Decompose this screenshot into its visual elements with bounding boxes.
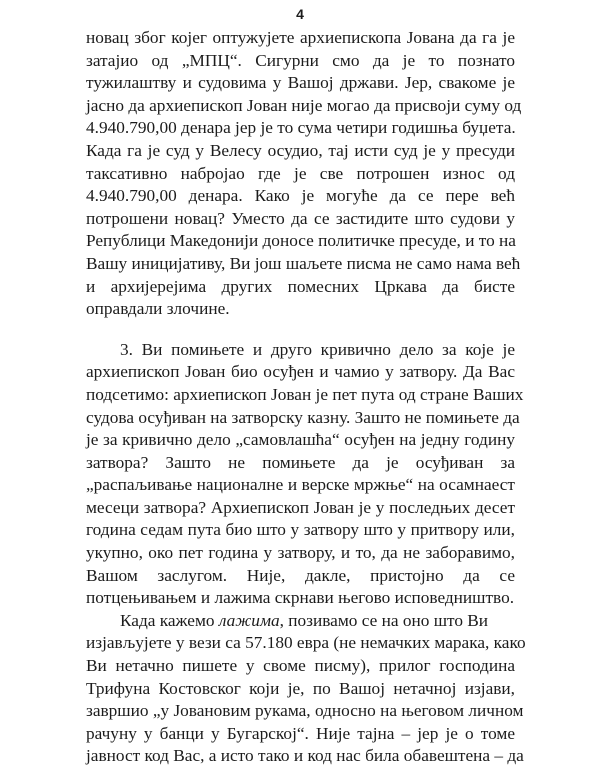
text-segment: , позивамо се на оно што Ви <box>279 610 489 630</box>
document-body <box>86 27 526 768</box>
text-line: подсетимо: архиепископ Јован је пет пута од стране Ваших <box>86 384 524 404</box>
text-line: месеци затвора? Архиепископ Јован је у последњих десет <box>86 497 515 517</box>
text-line: оправдали злочине. <box>86 299 230 319</box>
text-line: 4.940.790,00 денара. Како је могуће да се пере већ <box>86 186 515 206</box>
text-line: завршио „у Јовановим рукама, односно на његовом личном <box>86 701 524 721</box>
text-line: година седам пута био што у затвору што у притвору или, <box>86 520 515 540</box>
text-line: затајио од „МПЦ“. Сигурни смо да је то познато <box>86 50 515 70</box>
text-line: 3. Ви помињете и друго кривично дело за које је <box>120 339 515 359</box>
text-segment: Када кажемо <box>120 610 219 630</box>
text-line: је за кривично дело „самовлашћа“ осуђен на једну годину <box>86 430 515 450</box>
text-line: 4.940.790,00 денара јер је то сума четири годишња буџета. <box>86 118 516 138</box>
text-line <box>86 610 515 633</box>
paragraph-1 <box>86 27 522 321</box>
text-line: јасно да архиепископ Јован није могао да присвоји суму од <box>86 95 522 115</box>
text-line: Вашу иницијативу, Ви још шаљете писма не само нама већ <box>86 253 521 273</box>
text-line: архиепископ Јован био осуђен и чамио у затвору. Да Вас <box>86 362 515 382</box>
text-line: и архијерејима других помесних Цркава да бисте <box>86 276 515 296</box>
text-line: укупно, око пет година у затвору, и то, да не заборавимо, <box>86 543 515 563</box>
text-line: Вашом заслугом. Није, дакле, пристојно да се <box>86 565 515 585</box>
text-line: таксативно набројао где је све потрошен износ од <box>86 163 515 183</box>
text-line: Трифуна Костовског који је, по Вашој нетачној изјави, <box>86 678 515 698</box>
paragraph-2 <box>86 339 524 610</box>
text-line: јавност код Вас, а исто тако и код нас била обавештена – да <box>86 746 524 766</box>
text-line: новац због којег оптужујете архиепископа Јована да га је <box>86 28 515 47</box>
text-line: Ви нетачно пишете у своме писму), прилог господина <box>86 656 515 676</box>
text-line: изјављујете у вези са 57.180 евра (не немачких марака, како <box>86 633 526 653</box>
text-line: рачуну у банци у Бугарској“. Није тајна – јер је о томе <box>86 723 515 743</box>
text-line: Када га је суд у Велесу осудио, тај исти суд је у пресуди <box>86 140 515 160</box>
text-line: потрошени новац? Уместо да се застидите што судови у <box>86 208 515 228</box>
text-line: Републици Македонији доносе политичке пресуде, и то на <box>86 231 516 251</box>
text-line: тужилаштву и судовима у Вашој држави. Јер, свакоме је <box>86 73 515 93</box>
paragraph-3 <box>86 610 526 768</box>
text-line: потцењивањем и лажима скрнави његово исповедништво. <box>86 588 515 608</box>
page-number: 4 <box>296 6 304 22</box>
text-line: судова осуђиван на затворску казну. Зашто не помињете да <box>86 407 520 427</box>
emphasis-word: лажима <box>218 610 280 630</box>
text-line: затвора? Зашто не помињете да је осуђиван за <box>86 452 515 472</box>
text-line: „распаљивање националне и верске мржње“ на осамнаест <box>86 475 515 495</box>
